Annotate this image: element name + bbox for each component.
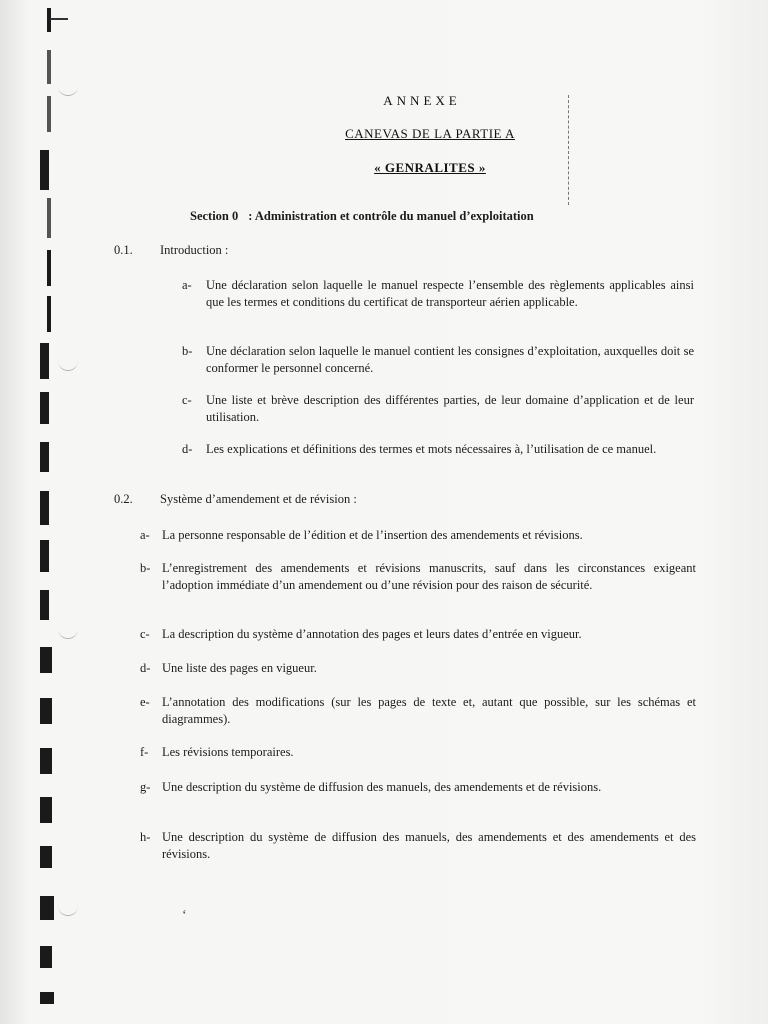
- section-separator: :: [248, 209, 253, 223]
- list-marker: g-: [140, 780, 151, 794]
- binding-hole: [40, 896, 54, 920]
- list-item: [140, 626, 696, 643]
- list-item: [140, 779, 696, 796]
- list-item-text: Une liste des pages en vigueur.: [162, 661, 317, 675]
- list-item-text: Les explications et définitions des termes et mots nécessaires à, l’utilisation de ce manuel.: [206, 442, 657, 456]
- list-item-text: Une déclaration selon laquelle le manuel contient les consignes d’exploitation, auxquelles doit se conformer le personnel concerné.: [206, 344, 694, 375]
- list-item: [140, 694, 696, 727]
- list-marker: c-: [182, 393, 192, 407]
- list-item-text: L’annotation des modifications (sur les pages de texte et, autant que possible, sur les schémas et diagrammes).: [162, 695, 696, 726]
- list-marker: c-: [140, 627, 150, 641]
- binding-hole: [40, 992, 54, 1004]
- paper-curl: [58, 905, 78, 916]
- section-label: Section 0: [190, 209, 239, 223]
- list-item-text: Une liste et brève description des différentes parties, de leur domaine d’application et de leur utilisation.: [206, 393, 694, 424]
- stray-pen-mark: ‘: [182, 908, 187, 923]
- list-marker: a-: [182, 278, 192, 292]
- section-heading: [190, 209, 534, 224]
- list-item-text: Les révisions temporaires.: [162, 745, 294, 759]
- binding-hole: [47, 8, 51, 32]
- list-marker: b-: [182, 344, 193, 358]
- binding-hole: [40, 698, 52, 724]
- binding-hole: [40, 846, 52, 868]
- binding-hole: [47, 198, 51, 238]
- list-item-text: L’enregistrement des amendements et révisions manuscrits, sauf dans les circonstances exigeant l’adoption immédiate d’un amendement ou d’une révision pour des raison de sécurité.: [162, 561, 696, 592]
- part-01-heading: Introduction :: [160, 243, 229, 257]
- binding-hole: [47, 250, 51, 286]
- binding-hole: [40, 392, 49, 424]
- spiral-binding-holes: [30, 0, 64, 1024]
- binding-hole: [40, 590, 49, 620]
- list-item-text: Une description du système de diffusion des manuels, des amendements et de révisions.: [162, 780, 602, 794]
- fold-line: [568, 95, 569, 205]
- part-02-heading: Système d’amendement et de révision :: [160, 492, 357, 506]
- generalites-title: « GENRALITES »: [374, 160, 486, 175]
- list-marker: d-: [140, 661, 151, 675]
- list-item: [140, 660, 696, 677]
- list-item: [140, 560, 696, 593]
- canevas-title: CANEVAS DE LA PARTIE A: [345, 126, 515, 141]
- binding-hole: [40, 647, 52, 673]
- list-item: [140, 527, 696, 544]
- paper-curl: [58, 628, 78, 639]
- part-01-number: 0.1.: [114, 243, 133, 257]
- binding-hole: [40, 540, 49, 572]
- list-item-text: Une déclaration selon laquelle le manuel respecte l’ensemble des règlements applicables ainsi que les termes et conditions du certificat de transporteur aérien applicable.: [206, 278, 694, 309]
- list-item-text: Une description du système de diffusion des manuels, des amendements et des amendements et des révisions.: [162, 830, 696, 861]
- list-item: [182, 343, 694, 376]
- paper-curl: [58, 360, 78, 371]
- list-marker: f-: [140, 745, 149, 759]
- list-item-text: La description du système d’annotation des pages et leurs dates d’entrée en vigueur.: [162, 627, 582, 641]
- list-marker: d-: [182, 442, 193, 456]
- part-02-number: 0.2.: [114, 492, 133, 506]
- list-marker: e-: [140, 695, 150, 709]
- binding-hole: [40, 946, 52, 968]
- binding-hole: [40, 343, 49, 379]
- binding-hole: [47, 296, 51, 332]
- list-item: [182, 392, 694, 425]
- binding-hole: [40, 748, 52, 774]
- list-marker: h-: [140, 830, 151, 844]
- list-item-text: La personne responsable de l’édition et de l’insertion des amendements et révisions.: [162, 528, 583, 542]
- binding-hole: [40, 797, 52, 823]
- binding-hole: [50, 18, 68, 20]
- list-marker: b-: [140, 561, 151, 575]
- list-marker: a-: [140, 528, 150, 542]
- binding-hole: [40, 491, 49, 525]
- binding-hole: [40, 442, 49, 472]
- list-item: [182, 277, 694, 310]
- binding-hole: [47, 50, 51, 84]
- annexe-title: ANNEXE: [383, 93, 461, 108]
- list-item: [182, 441, 694, 458]
- list-item: [140, 829, 696, 862]
- list-item: [140, 744, 696, 761]
- section-title: Administration et contrôle du manuel d’exploitation: [254, 209, 534, 223]
